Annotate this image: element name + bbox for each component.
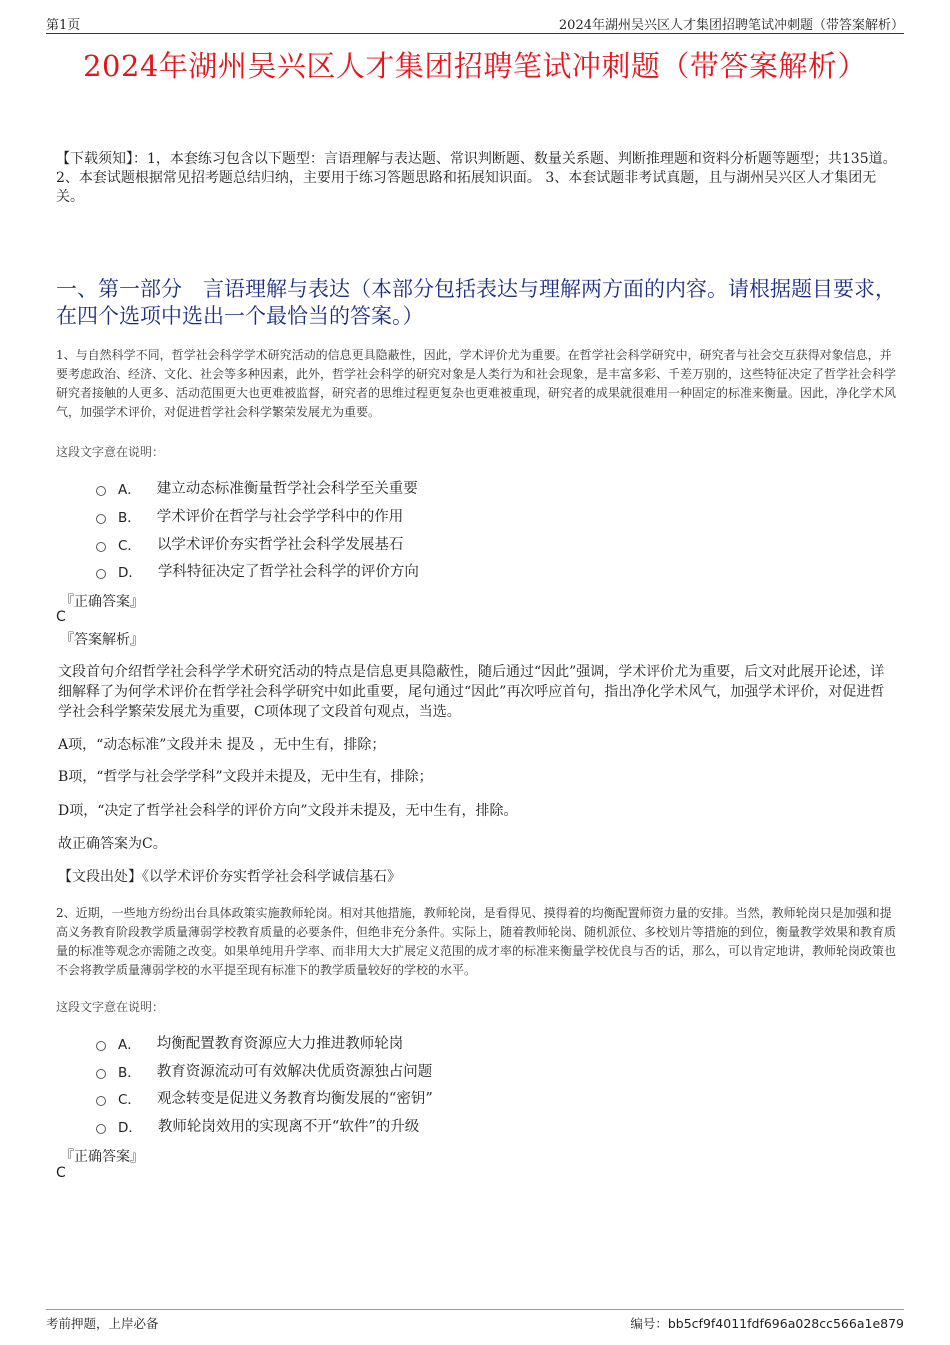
question-1-analysis-a: A项，“动态标准”文段并未 提及 ，无中生有，排除； bbox=[58, 737, 386, 753]
option-letter: A． bbox=[118, 481, 141, 498]
radio-icon[interactable] bbox=[96, 542, 106, 552]
question-1-analysis-conclusion: 故正确答案为C。 bbox=[58, 836, 167, 852]
radio-icon[interactable] bbox=[96, 1041, 106, 1051]
question-2-answer: C bbox=[56, 1165, 66, 1181]
option-letter: D． bbox=[118, 564, 142, 581]
question-1-answer: C bbox=[56, 609, 66, 625]
option-text: 教师轮岗效用的实现离不开“软件”的升级 bbox=[157, 1119, 420, 1135]
footer-id-code: bb5cf9f4011fdf696a028cc566a1e879 bbox=[667, 1316, 904, 1331]
option-letter: D． bbox=[118, 1119, 142, 1136]
question-1-analysis-d: D项，“决定了哲学社会科学的评价方向”文段并未提及，无中生有，排除。 bbox=[58, 803, 518, 819]
question-1-source: 【文段出处】《以学术评价夯实哲学社会科学诚信基石》 bbox=[58, 869, 401, 885]
page-number: 第1页 bbox=[46, 18, 81, 33]
radio-icon[interactable] bbox=[96, 1069, 106, 1079]
download-notice: 【下载须知】：1，本套练习包含以下题型：言语理解与表达题、常识判断题、数量关系题、判断推理题和资料分析题等题型；共135道。 2、本套试题根据常见招考题总结归纳，主要用于练习答题思路和拓展知识面。 3、本套试题非考试真题，且与湖州吴兴区人才集团无关。 bbox=[56, 151, 897, 205]
page-title: 2024年湖州吴兴区人才集团招聘笔试冲刺题（带答案解析） bbox=[83, 49, 867, 83]
header-divider bbox=[46, 33, 904, 34]
footer-slogan: 考前押题，上岸必备 bbox=[46, 1316, 159, 1331]
question-2-option-a[interactable] bbox=[96, 1032, 403, 1053]
question-1-analysis-label: 『答案解析』 bbox=[60, 632, 144, 648]
section-heading: 一、第一部分 言语理解与表达（本部分包括表达与理解两方面的内容。请根据题目要求，在四个选项中选出一个最恰当的答案。） bbox=[56, 277, 896, 328]
question-1-option-a[interactable] bbox=[96, 477, 418, 498]
question-2-option-c[interactable] bbox=[96, 1087, 433, 1108]
question-2-option-d[interactable] bbox=[96, 1115, 419, 1136]
option-text: 观念转变是促进义务教育均衡发展的“密钥” bbox=[156, 1091, 433, 1107]
footer-id-label: 编号： bbox=[630, 1316, 668, 1331]
option-text: 教育资源流动可有效解决优质资源独占问题 bbox=[156, 1064, 433, 1080]
footer-id bbox=[630, 1314, 904, 1332]
radio-icon[interactable] bbox=[96, 569, 106, 579]
option-letter: B． bbox=[118, 1064, 141, 1081]
option-text: 以学术评价夯实哲学社会科学发展基石 bbox=[156, 537, 404, 553]
option-letter: C． bbox=[118, 537, 141, 554]
question-2-passage: 2、近期，一些地方纷纷出台具体政策实施教师轮岗。相对其他措施，教师轮岗，是看得见、摸得着的均衡配置师资力量的安排。当然，教师轮岗只是加强和提高义务教育阶段教学质量薄弱学校教育质量的必要条件，但绝非充分条件。实际上，随着教师轮岗、随机派位、多校划片等措施的到位，衡量教学效果和教育质量的标准等观念亦需随之改变。如果单纯用升学率、而非用大大扩展定义范围的成才率的标准来衡量学校优良与否的话，那么，可以肯定地讲，教师轮岗政策也不会将教学质量薄弱学校的水平提至现有标准下的教学质量较好的学校的水平。 bbox=[56, 906, 897, 977]
option-text: 学术评价在哲学与社会学学科中的作用 bbox=[156, 509, 404, 525]
option-letter: C． bbox=[118, 1091, 141, 1108]
question-1-prompt: 这段文字意在说明： bbox=[56, 445, 165, 459]
option-letter: B． bbox=[118, 509, 141, 526]
question-1-passage: 1、与自然科学不同，哲学社会科学学术研究活动的信息更具隐蔽性，因此，学术评价尤为重要。在哲学社会科学研究中，研究者与社会交互获得对象信息，并要考虑政治、经济、文化、社会等多种因素，此外，哲学社会科学的研究对象是人类行为和社会现象，是丰富多彩、千差万别的，这些特征决定了哲学社会科学研究者接触的人更多、活动范围更大也更难被监督，研究者的思维过程更复杂也更难被重现，研究者的成果就很难用一种固定的标准来衡量。因此，净化学术风气，加强学术评价，对促进哲学社会科学繁荣发展尤为重要。 bbox=[56, 348, 897, 419]
question-1-analysis-main: 文段首句介绍哲学社会科学学术研究活动的特点是信息更具隐蔽性，随后通过“因此”强调，学术评价尤为重要，后文对此展开论述，详细解释了为何学术评价在哲学社会科学研究中如此重要，尾句通过“因此”再次呼应首句，指出净化学术风气，加强学术评价，对促进哲学社会科学繁荣发展尤为重要，C项体现了文段首句观点，当选。 bbox=[58, 664, 885, 720]
footer-divider bbox=[46, 1309, 904, 1310]
question-2-prompt: 这段文字意在说明： bbox=[56, 1000, 165, 1014]
question-1-answer-label: 『正确答案』 bbox=[60, 594, 144, 610]
question-1-option-b[interactable] bbox=[96, 505, 403, 526]
question-1-analysis-b: B项，“哲学与社会学学科”文段并未提及，无中生有，排除； bbox=[58, 769, 433, 785]
option-letter: A． bbox=[118, 1036, 141, 1053]
radio-icon[interactable] bbox=[96, 514, 106, 524]
option-text: 学科特征决定了哲学社会科学的评价方向 bbox=[157, 564, 419, 580]
question-1-option-d[interactable] bbox=[96, 560, 419, 581]
radio-icon[interactable] bbox=[96, 1096, 106, 1106]
question-1-option-c[interactable] bbox=[96, 533, 403, 554]
option-text: 建立动态标准衡量哲学社会科学至关重要 bbox=[156, 481, 418, 497]
question-2-option-b[interactable] bbox=[96, 1060, 432, 1081]
question-2-answer-label: 『正确答案』 bbox=[60, 1149, 144, 1165]
radio-icon[interactable] bbox=[96, 486, 106, 496]
header-doc-title: 2024年湖州吴兴区人才集团招聘笔试冲刺题（带答案解析） bbox=[558, 18, 904, 33]
option-text: 均衡配置教育资源应大力推进教师轮岗 bbox=[156, 1036, 404, 1052]
radio-icon[interactable] bbox=[96, 1124, 106, 1134]
